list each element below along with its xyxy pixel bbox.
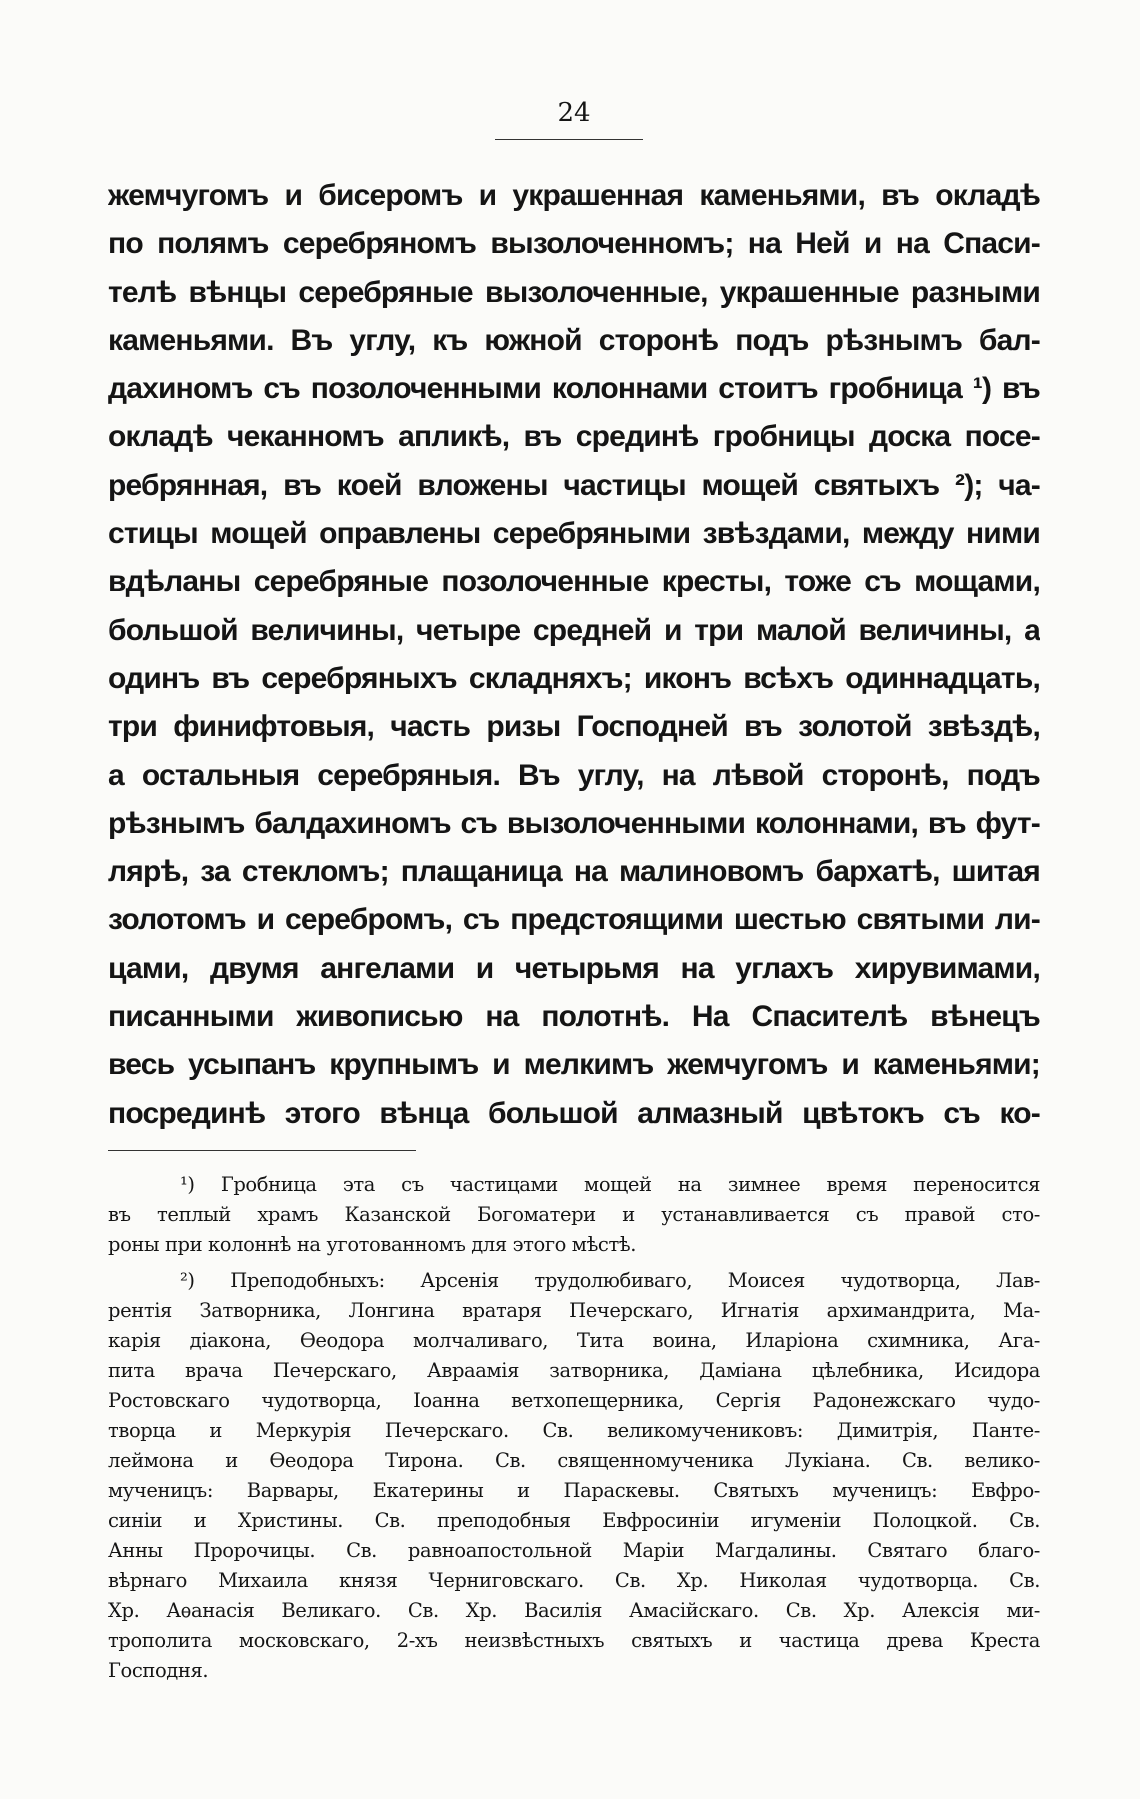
footnote-2-line: Ростовскаго чудотворца, Іоанна ветхопещерника, Сергія Радонежскаго чудо-: [108, 1389, 1040, 1412]
book-page: [108, 0, 1040, 1799]
text-line: писанными живописью на полотнѣ. На Спасителѣ вѣнецъ: [108, 1000, 1040, 1034]
footnote-2-line: Господня.: [108, 1659, 209, 1682]
text-line: цами, двумя ангелами и четырьмя на углахъ хирувимами,: [108, 951, 1040, 985]
text-line: посрединѣ этого вѣнца большой алмазный цвѣтокъ съ ко-: [108, 1096, 1040, 1130]
footnote-1-line: ¹) Гробница эта съ частицами мощей на зимнее время переносится: [180, 1173, 1040, 1196]
text-line: по полямъ серебряномъ вызолоченномъ; на Ней и на Спаси-: [108, 227, 1040, 261]
text-line: золотомъ и серебромъ, съ предстоящими шестью святыми ли-: [108, 903, 1040, 937]
footnote-2-line: творца и Меркурія Печерскаго. Св. великомучениковъ: Димитрія, Панте-: [108, 1419, 1040, 1442]
main-text: [108, 172, 1040, 1138]
text-line: лярѣ, за стекломъ; плащаница на малиновомъ бархатѣ, шитая: [108, 855, 1040, 889]
text-line: рѣзнымъ балдахиномъ съ вызолоченными колоннами, въ фут-: [108, 806, 1040, 840]
text-line: дахиномъ съ позолоченными колоннами стоитъ гробница ¹) въ: [108, 372, 1040, 406]
footnotes: [108, 1170, 1040, 1686]
header-rule: [495, 139, 643, 140]
footnote-2-line: карія діакона, Ѳеодора молчаливаго, Тита воина, Иларіона схимника, Ага-: [108, 1329, 1040, 1352]
footnote-2-line: трополита московскаго, 2-хъ неизвѣстныхъ святыхъ и частица древа Креста: [108, 1629, 1040, 1652]
text-line: вдѣланы серебряные позолоченные кресты, тоже съ мощами,: [108, 565, 1040, 599]
footnote-rule: [108, 1150, 416, 1151]
footnote-2-line: вѣрнаго Михаила князя Черниговскаго. Св. Хр. Николая чудотворца. Св.: [108, 1569, 1040, 1592]
text-line: окладѣ чеканномъ апликѣ, въ срединѣ гробницы доска посе-: [108, 420, 1040, 454]
text-line: жемчугомъ и бисеромъ и украшенная каменьями, въ окладѣ: [108, 179, 1040, 212]
footnote-2-line: Хр. Аѳанасія Великаго. Св. Хр. Василія Амасійскаго. Св. Хр. Алексія ми-: [108, 1599, 1040, 1622]
text-line: каменьями. Въ углу, къ южной сторонѣ подъ рѣзнымъ бал-: [108, 323, 1040, 357]
text-line: ребрянная, въ коей вложены частицы мощей святыхъ ²); ча-: [108, 468, 1040, 502]
page-number: 24: [557, 98, 591, 128]
footnote-1-line: въ теплый храмъ Казанской Богоматери и устанавливается съ правой сто-: [108, 1203, 1040, 1226]
footnote-2-line: пита врача Печерскаго, Авраамія затворника, Даміана цѣлебника, Исидора: [108, 1359, 1040, 1382]
footnote-2-line: ²) Преподобныхъ: Арсенія трудолюбиваго, Моисея чудотворца, Лав-: [180, 1269, 1040, 1292]
text-line: а остальныя серебряныя. Въ углу, на лѣвой сторонѣ, подъ: [108, 758, 1040, 792]
footnote-2-line: мученицъ: Варвары, Екатерины и Параскевы. Святыхъ мученицъ: Евфро-: [108, 1479, 1040, 1502]
text-line: большой величины, четыре средней и три малой величины, а: [108, 613, 1040, 647]
footnote-2-line: Анны Пророчицы. Св. равноапостольной Маріи Магдалины. Святаго благо-: [108, 1539, 1040, 1562]
text-line: три финифтовыя, часть ризы Господней въ золотой звѣздѣ,: [108, 710, 1040, 744]
text-line: одинъ въ серебряныхъ складняхъ; иконъ всѣхъ одиннадцать,: [108, 661, 1040, 695]
text-line: стицы мощей оправлены серебряными звѣздами, между ними: [108, 517, 1040, 551]
text-line: весь усыпанъ крупнымъ и мелкимъ жемчугомъ и каменьями;: [108, 1048, 1040, 1082]
footnote-2-line: синіи и Христины. Св. преподобныя Евфросиніи игуменіи Полоцкой. Св.: [108, 1509, 1040, 1532]
footnote-1-line: роны при колоннѣ на уготованномъ для этого мѣстѣ.: [108, 1233, 636, 1256]
footnote-2-line: рентія Затворника, Лонгина вратаря Печерскаго, Игнатія архимандрита, Ма-: [108, 1299, 1040, 1322]
text-line: телѣ вѣнцы серебряные вызолоченные, украшенные разными: [108, 275, 1040, 309]
footnote-2-line: леймона и Ѳеодора Тирона. Св. священномученика Лукіана. Св. велико-: [108, 1449, 1040, 1472]
